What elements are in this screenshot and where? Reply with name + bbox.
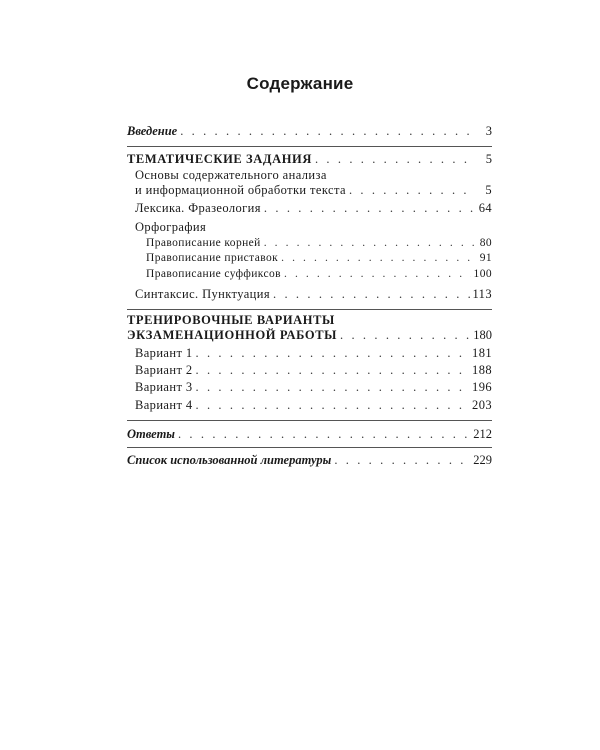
toc-entry-literature[interactable] [127, 453, 492, 468]
leader-dots [264, 236, 475, 251]
toc-page-number: 113 [472, 287, 492, 301]
toc-entry-analysis-line1: Основы содержательного анализа [135, 168, 327, 182]
toc-entry-label: Вариант 2 [135, 363, 193, 377]
toc-entry-suffixes[interactable] [146, 267, 492, 282]
toc-entry-training-line1: ТРЕНИРОВОЧНЫЕ ВАРИАНТЫ [127, 313, 335, 327]
leader-dots [178, 427, 470, 442]
toc-page-number: 64 [478, 201, 492, 215]
toc-entry-label: Правописание приставок [146, 252, 279, 264]
toc-page-number: 212 [473, 427, 492, 441]
toc-page-number: 80 [479, 237, 492, 249]
toc-entry-label: Вариант 1 [135, 346, 193, 360]
toc-entry-label: ТЕМАТИЧЕСКИЕ ЗАДАНИЯ [127, 152, 312, 166]
toc-entry-lexis[interactable] [135, 201, 492, 216]
leader-dots [284, 267, 471, 282]
toc-entry-label: Вариант 3 [135, 380, 193, 394]
leader-dots [196, 398, 470, 413]
toc-page-number: 180 [473, 328, 492, 342]
toc-entry-label: Введение [127, 124, 178, 138]
leader-dots [196, 346, 470, 361]
toc-entry-label: Правописание корней [146, 237, 261, 249]
toc-entry-label: Лексика. Фразеология [135, 201, 261, 215]
toc-entry-label: Список использованной литературы [127, 453, 332, 467]
toc-page-number: 181 [472, 346, 492, 360]
leader-dots [273, 287, 469, 302]
leader-dots [334, 453, 470, 468]
leader-dots [349, 183, 475, 198]
toc-entry-training[interactable] [127, 328, 492, 343]
toc-entry-label: и информационной обработки текста [135, 183, 346, 197]
toc-entry-analysis[interactable] [135, 183, 492, 198]
leader-dots [196, 363, 470, 378]
leader-dots [340, 328, 470, 343]
toc-entry-label: Ответы [127, 427, 175, 441]
toc-entry-variant[interactable] [135, 363, 492, 378]
toc-page-number: 196 [472, 380, 492, 394]
toc-page-number: 5 [485, 152, 492, 166]
toc-page-number: 100 [473, 268, 492, 280]
toc-entry-thematic[interactable] [127, 152, 492, 167]
leader-dots [264, 201, 475, 216]
toc-entry-variant[interactable] [135, 398, 492, 413]
toc-entry-label: Правописание суффиксов [146, 268, 281, 280]
toc-entry-syntax[interactable] [135, 287, 492, 302]
toc-page-number: 91 [479, 252, 492, 264]
toc-section-orthography[interactable]: Орфография [135, 220, 207, 234]
leader-dots [196, 380, 470, 395]
leader-dots [281, 251, 475, 266]
toc-page-number: 229 [473, 453, 492, 467]
toc-page-number: 5 [485, 183, 492, 197]
leader-dots [180, 124, 475, 139]
divider [127, 309, 492, 310]
toc-entry-label: ЭКЗАМЕНАЦИОННОЙ РАБОТЫ [127, 328, 338, 342]
toc-page-number: 203 [472, 398, 492, 412]
toc-entry-label: Синтаксис. Пунктуация [135, 287, 271, 301]
toc-entry-variant[interactable] [135, 380, 492, 395]
divider [127, 420, 492, 421]
toc-page-number: 188 [472, 363, 492, 377]
toc-entry-roots[interactable] [146, 236, 492, 251]
leader-dots [315, 152, 475, 167]
toc-page-number: 3 [485, 124, 492, 138]
page-title: Содержание [246, 74, 354, 93]
toc-entry-variant[interactable] [135, 346, 492, 361]
divider [127, 146, 492, 147]
divider [127, 447, 492, 448]
toc-entry-prefixes[interactable] [146, 251, 492, 266]
toc-entry-answers[interactable] [127, 427, 492, 442]
toc-entry-label: Вариант 4 [135, 398, 193, 412]
toc-entry-intro[interactable] [127, 124, 492, 139]
